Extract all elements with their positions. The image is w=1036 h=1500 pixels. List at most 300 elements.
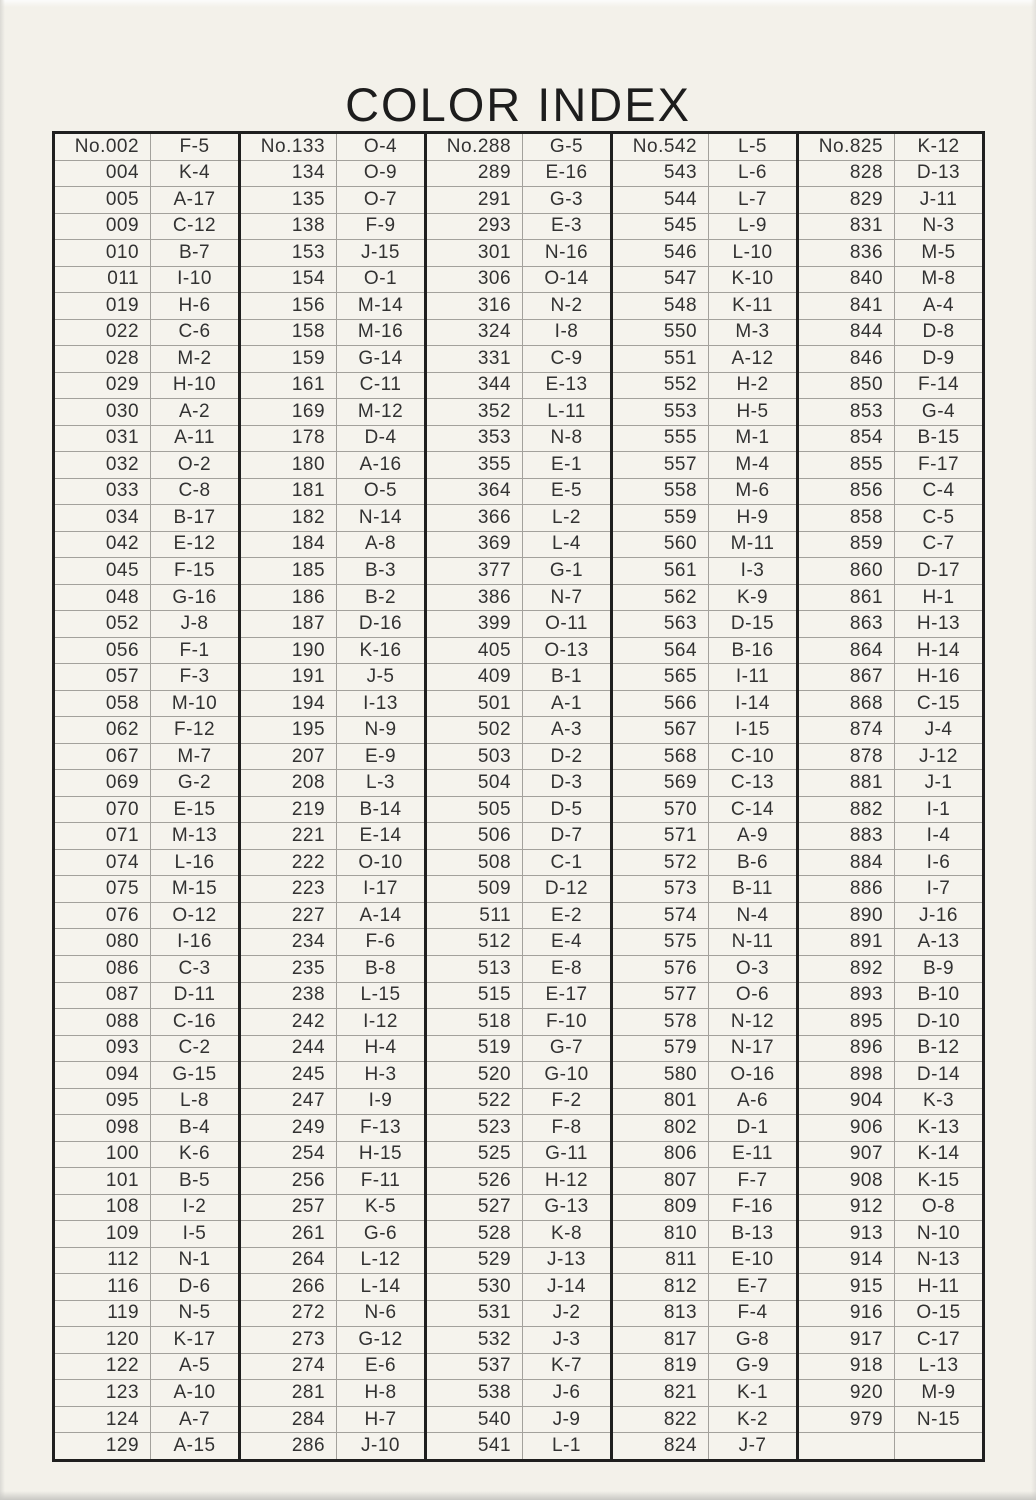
scan-edge-top: [0, 0, 1036, 7]
grid-code-cell: G-4: [921, 400, 956, 422]
index-number-cell: 377: [427, 558, 523, 584]
table-row: [613, 320, 796, 347]
grid-code-cell: C-1: [550, 851, 583, 873]
table-row: [55, 611, 238, 638]
grid-code-cell: F-1: [179, 639, 210, 661]
index-number-cell: 569: [613, 770, 709, 796]
table-row: [799, 1301, 982, 1328]
grid-code-cell: D-1: [736, 1116, 769, 1138]
index-number-cell: 502: [427, 717, 523, 743]
table-row: [427, 717, 610, 744]
table-row: [241, 611, 424, 638]
grid-code-cell: O-14: [544, 268, 589, 290]
grid-code-cell: A-4: [922, 294, 955, 316]
index-number-cell: 227: [241, 903, 337, 929]
table-row: [427, 1354, 610, 1381]
grid-code-cell: N-11: [731, 931, 774, 953]
table-row: [55, 346, 238, 373]
index-number-cell: 570: [613, 797, 709, 823]
table-row: [427, 293, 610, 320]
grid-code-cell: N-17: [730, 1037, 775, 1059]
table-row: [55, 1301, 238, 1328]
table-row: [613, 823, 796, 850]
grid-code-cell: A-1: [550, 692, 583, 714]
index-number-cell: 112: [55, 1248, 151, 1274]
table-row: [55, 956, 238, 983]
grid-code-cell: F-12: [173, 719, 216, 741]
grid-code-cell: C-7: [922, 533, 955, 555]
grid-code-cell: F-8: [551, 1116, 582, 1138]
grid-code-cell: K-3: [922, 1090, 955, 1112]
index-number-cell: 560: [613, 532, 709, 558]
grid-code-cell: J-9: [552, 1408, 581, 1430]
index-number-cell: 344: [427, 373, 523, 399]
grid-code-cell: H-16: [916, 666, 961, 688]
index-number-cell: 116: [55, 1274, 151, 1300]
index-number-cell: 568: [613, 744, 709, 770]
table-row: [799, 876, 982, 903]
index-number-cell: 062: [55, 717, 151, 743]
grid-code-cell: E-11: [732, 1143, 773, 1165]
table-row: [427, 1142, 610, 1169]
table-row: [427, 1009, 610, 1036]
table-row: [799, 823, 982, 850]
grid-code-cell: D-11: [173, 984, 216, 1006]
grid-code-cell: O-1: [363, 268, 398, 290]
index-number-cell: 182: [241, 505, 337, 531]
table-row: [55, 717, 238, 744]
index-number-cell: 883: [799, 823, 895, 849]
table-row: [799, 452, 982, 479]
table-row: [55, 876, 238, 903]
index-number-cell: 109: [55, 1221, 151, 1247]
grid-code-cell: L-5: [738, 135, 767, 157]
table-row: [613, 1380, 796, 1407]
table-row: [241, 558, 424, 585]
index-number-cell: 527: [427, 1195, 523, 1221]
index-number-cell: 247: [241, 1089, 337, 1115]
grid-code-cell: A-17: [173, 188, 216, 210]
grid-code-cell: M-10: [171, 692, 218, 714]
index-number-cell: 273: [241, 1327, 337, 1353]
grid-code-cell: M-14: [357, 294, 404, 316]
index-number-cell: 532: [427, 1327, 523, 1353]
table-row: [55, 1062, 238, 1089]
index-number-cell: 810: [613, 1221, 709, 1247]
table-row: [799, 797, 982, 824]
grid-code-cell: J-10: [361, 1435, 400, 1457]
index-number-cell: 573: [613, 876, 709, 902]
index-number-cell: 576: [613, 956, 709, 982]
index-number-cell: 579: [613, 1036, 709, 1062]
table-row: [613, 691, 796, 718]
table-row: [241, 1062, 424, 1089]
grid-code-cell: B-6: [736, 851, 769, 873]
table-row: [55, 744, 238, 771]
index-number-cell: 067: [55, 744, 151, 770]
index-number-cell: 186: [241, 585, 337, 611]
index-number-cell: 578: [613, 1009, 709, 1035]
grid-code-cell: O-10: [358, 851, 403, 873]
grid-code-cell: C-9: [550, 347, 583, 369]
index-number-cell: 184: [241, 532, 337, 558]
index-number-cell: 120: [55, 1327, 151, 1353]
grid-code-cell: K-7: [550, 1355, 583, 1377]
table-row: [799, 1089, 982, 1116]
grid-code-cell: E-1: [550, 453, 583, 475]
index-number-cell: 561: [613, 558, 709, 584]
grid-code-cell: O-7: [363, 188, 398, 210]
index-number-cell: 914: [799, 1248, 895, 1274]
table-row: [55, 1433, 238, 1459]
table-row: [241, 770, 424, 797]
grid-code-cell: H-14: [916, 639, 961, 661]
index-number-cell: 528: [427, 1221, 523, 1247]
grid-code-cell: K-1: [736, 1381, 769, 1403]
table-row: [799, 267, 982, 294]
table-row: [613, 770, 796, 797]
grid-code-cell: E-6: [364, 1355, 397, 1377]
index-number-cell: 979: [799, 1407, 895, 1433]
table-row: [799, 1062, 982, 1089]
index-number-cell: 286: [241, 1433, 337, 1459]
table-row: [241, 850, 424, 877]
grid-code-cell: G-3: [549, 188, 584, 210]
grid-code-cell: O-8: [921, 1196, 956, 1218]
grid-code-cell: I-16: [177, 931, 212, 953]
grid-code-cell: C-3: [178, 957, 211, 979]
index-number-cell: 912: [799, 1195, 895, 1221]
grid-code-cell: K-4: [178, 162, 211, 184]
index-number-cell: 886: [799, 876, 895, 902]
grid-code-cell: D-6: [178, 1275, 211, 1297]
table-row: [799, 187, 982, 214]
grid-code-cell: B-4: [178, 1116, 211, 1138]
table-row: [241, 585, 424, 612]
table-row: [55, 1089, 238, 1116]
table-row: [613, 585, 796, 612]
table-row: [55, 452, 238, 479]
index-number-cell: 813: [613, 1301, 709, 1327]
grid-code-cell: E-9: [364, 745, 397, 767]
table-row: [427, 1248, 610, 1275]
table-row: [799, 717, 982, 744]
table-row: [427, 1089, 610, 1116]
table-row: [613, 1301, 796, 1328]
index-number-cell: 022: [55, 320, 151, 346]
grid-code-cell: J-1: [924, 772, 953, 794]
index-number-cell: 011: [55, 267, 151, 293]
grid-code-cell: F-5: [179, 135, 210, 157]
grid-code-cell: I-7: [926, 878, 951, 900]
grid-code-cell: N-15: [916, 1408, 961, 1430]
color-index-table: [52, 131, 985, 1462]
table-row: [241, 744, 424, 771]
grid-code-cell: K-10: [731, 268, 774, 290]
grid-code-cell: M-16: [357, 321, 404, 343]
grid-code-cell: J-14: [547, 1275, 586, 1297]
table-row: [55, 1195, 238, 1222]
table-row: [241, 346, 424, 373]
table-row: [241, 320, 424, 347]
grid-code-cell: J-11: [919, 188, 958, 210]
table-row: [241, 1433, 424, 1459]
table-row: [55, 558, 238, 585]
grid-code-cell: O-12: [172, 904, 217, 926]
table-row: [241, 1036, 424, 1063]
grid-code-cell: M-2: [177, 347, 212, 369]
index-number-cell: 088: [55, 1009, 151, 1035]
index-number-cell: 520: [427, 1062, 523, 1088]
table-row: [241, 505, 424, 532]
grid-code-cell: J-12: [919, 745, 958, 767]
grid-code-cell: M-8: [921, 268, 956, 290]
table-row: [427, 876, 610, 903]
index-number-cell: 855: [799, 452, 895, 478]
table-row: [799, 1036, 982, 1063]
column-group-4: [613, 134, 799, 1459]
table-row: [55, 983, 238, 1010]
index-number-cell: 306: [427, 267, 523, 293]
table-row: [55, 1142, 238, 1169]
table-row: [241, 823, 424, 850]
grid-code-cell: I-1: [926, 798, 951, 820]
index-number-cell: 030: [55, 399, 151, 425]
table-row: [427, 373, 610, 400]
table-row: [613, 161, 796, 188]
table-row: [427, 691, 610, 718]
grid-code-cell: C-16: [172, 1010, 217, 1032]
index-number-cell: 261: [241, 1221, 337, 1247]
table-row: [55, 1354, 238, 1381]
grid-code-cell: L-6: [738, 162, 767, 184]
grid-code-cell: I-2: [182, 1196, 207, 1218]
grid-code-cell: G-2: [177, 772, 212, 794]
index-number-cell: 908: [799, 1168, 895, 1194]
table-row: [427, 850, 610, 877]
index-number-cell: 074: [55, 850, 151, 876]
table-row: [55, 479, 238, 506]
grid-code-cell: D-4: [364, 427, 397, 449]
table-row: [241, 532, 424, 559]
table-row: [427, 320, 610, 347]
table-row: [241, 664, 424, 691]
index-number-cell: 086: [55, 956, 151, 982]
index-number-cell: 045: [55, 558, 151, 584]
table-row: [427, 1301, 610, 1328]
grid-code-cell: D-13: [916, 162, 961, 184]
index-number-cell: 859: [799, 532, 895, 558]
grid-code-cell: A-16: [359, 453, 402, 475]
index-number-cell: 129: [55, 1433, 151, 1459]
table-row: [427, 505, 610, 532]
table-row: [241, 399, 424, 426]
index-number-cell: 505: [427, 797, 523, 823]
grid-code-cell: A-3: [550, 719, 583, 741]
grid-code-cell: N-7: [550, 586, 583, 608]
table-row: [241, 452, 424, 479]
grid-code-cell: A-14: [359, 904, 402, 926]
grid-code-cell: C-15: [916, 692, 961, 714]
index-number-cell: 504: [427, 770, 523, 796]
table-row: [427, 1380, 610, 1407]
table-row: [613, 558, 796, 585]
grid-code-cell: L-9: [738, 215, 767, 237]
table-row: [55, 1009, 238, 1036]
table-row: [799, 320, 982, 347]
index-number-cell: 918: [799, 1354, 895, 1380]
table-row: [799, 664, 982, 691]
table-row: [613, 850, 796, 877]
index-number-cell: 882: [799, 797, 895, 823]
grid-code-cell: I-6: [926, 851, 951, 873]
grid-code-cell: E-13: [545, 374, 588, 396]
table-row: [241, 876, 424, 903]
grid-code-cell: I-14: [735, 692, 770, 714]
table-row: [613, 1089, 796, 1116]
scan-edge-bottom: [0, 1491, 1036, 1500]
grid-code-cell: J-4: [924, 719, 953, 741]
table-row: [799, 373, 982, 400]
grid-code-cell: M-1: [735, 427, 770, 449]
grid-code-cell: O-11: [545, 613, 588, 635]
index-number-cell: 093: [55, 1036, 151, 1062]
table-row: [799, 1115, 982, 1142]
table-row: [241, 717, 424, 744]
index-number-cell: 917: [799, 1327, 895, 1353]
table-row: [613, 929, 796, 956]
index-number-cell: 898: [799, 1062, 895, 1088]
table-row: [55, 1115, 238, 1142]
index-number-cell: 331: [427, 346, 523, 372]
index-number-cell: 891: [799, 929, 895, 955]
grid-code-cell: L-10: [732, 241, 773, 263]
table-row: [427, 903, 610, 930]
grid-code-cell: A-6: [736, 1090, 769, 1112]
table-row: [799, 1248, 982, 1275]
table-row: [427, 664, 610, 691]
table-row: [613, 346, 796, 373]
grid-code-cell: N-9: [364, 719, 397, 741]
grid-code-cell: G-15: [172, 1063, 217, 1085]
index-number-cell: 801: [613, 1089, 709, 1115]
index-number-cell: 075: [55, 876, 151, 902]
table-row: [427, 1168, 610, 1195]
index-number-cell: 244: [241, 1036, 337, 1062]
grid-code-cell: L-2: [552, 506, 581, 528]
grid-code-cell: D-15: [730, 613, 775, 635]
index-number-cell: 124: [55, 1407, 151, 1433]
index-number-cell: 868: [799, 691, 895, 717]
table-row: [799, 399, 982, 426]
index-number-cell: 874: [799, 717, 895, 743]
table-row: [799, 1009, 982, 1036]
table-row: [55, 638, 238, 665]
index-number-cell: 809: [613, 1195, 709, 1221]
grid-code-cell: I-3: [740, 560, 765, 581]
index-number-cell: 301: [427, 240, 523, 266]
index-number-cell: 254: [241, 1142, 337, 1168]
table-row: [799, 770, 982, 797]
grid-code-cell: J-5: [366, 666, 395, 688]
grid-code-cell: N-8: [550, 427, 583, 449]
index-number-cell: 070: [55, 797, 151, 823]
grid-code-cell: E-8: [550, 957, 583, 979]
index-number-cell: 159: [241, 346, 337, 372]
index-number-cell: 234: [241, 929, 337, 955]
grid-code-cell: G-10: [544, 1063, 589, 1085]
grid-code-cell: M-15: [171, 878, 218, 900]
grid-code-cell: J-8: [180, 613, 209, 635]
table-row: [241, 1354, 424, 1381]
grid-code-cell: H-11: [917, 1275, 960, 1297]
grid-code-cell: H-1: [922, 586, 955, 608]
index-number-cell: 506: [427, 823, 523, 849]
grid-code-cell: A-10: [173, 1381, 216, 1403]
table-row: [241, 267, 424, 294]
index-number-cell: 223: [241, 876, 337, 902]
index-number-cell: 860: [799, 558, 895, 584]
column-group-5: [799, 134, 982, 1459]
grid-code-cell: F-11: [360, 1169, 401, 1191]
grid-code-cell: A-12: [731, 347, 774, 369]
index-number-cell: 550: [613, 320, 709, 346]
grid-code-cell: C-17: [916, 1328, 961, 1350]
index-number-cell: 108: [55, 1195, 151, 1221]
grid-code-cell: G-14: [358, 347, 403, 369]
index-number-cell: 575: [613, 929, 709, 955]
grid-code-cell: L-12: [360, 1249, 401, 1271]
table-row: [55, 161, 238, 188]
grid-code-cell: I-4: [926, 825, 951, 847]
index-number-cell: 245: [241, 1062, 337, 1088]
index-number-cell: 409: [427, 664, 523, 690]
table-row: [613, 876, 796, 903]
table-row: [799, 929, 982, 956]
index-number-cell: 032: [55, 452, 151, 478]
grid-code-cell: A-13: [917, 931, 960, 953]
index-number-cell: 906: [799, 1115, 895, 1141]
index-number-cell: 836: [799, 240, 895, 266]
table-row: [55, 373, 238, 400]
grid-code-cell: E-15: [173, 798, 216, 820]
index-number-cell: 242: [241, 1009, 337, 1035]
table-row: [427, 1036, 610, 1063]
table-row: [799, 1380, 982, 1407]
grid-code-cell: K-5: [364, 1196, 397, 1218]
grid-code-cell: I-11: [735, 666, 770, 688]
index-number-cell: No.002: [55, 134, 151, 160]
table-row: [241, 1380, 424, 1407]
grid-code-cell: J-13: [547, 1249, 586, 1271]
index-number-cell: No.133: [241, 134, 337, 160]
table-row: [427, 161, 610, 188]
table-row: [427, 214, 610, 241]
grid-code-cell: G-7: [549, 1037, 584, 1059]
grid-code-cell: G-16: [172, 586, 217, 608]
index-number-cell: 864: [799, 638, 895, 664]
table-row: [241, 956, 424, 983]
index-number-cell: 208: [241, 770, 337, 796]
index-number-cell: 565: [613, 664, 709, 690]
index-number-cell: 187: [241, 611, 337, 637]
index-number-cell: 817: [613, 1327, 709, 1353]
index-number-cell: 802: [613, 1115, 709, 1141]
table-row: [427, 1327, 610, 1354]
table-row: [427, 1062, 610, 1089]
index-number-cell: 566: [613, 691, 709, 717]
index-number-cell: 222: [241, 850, 337, 876]
